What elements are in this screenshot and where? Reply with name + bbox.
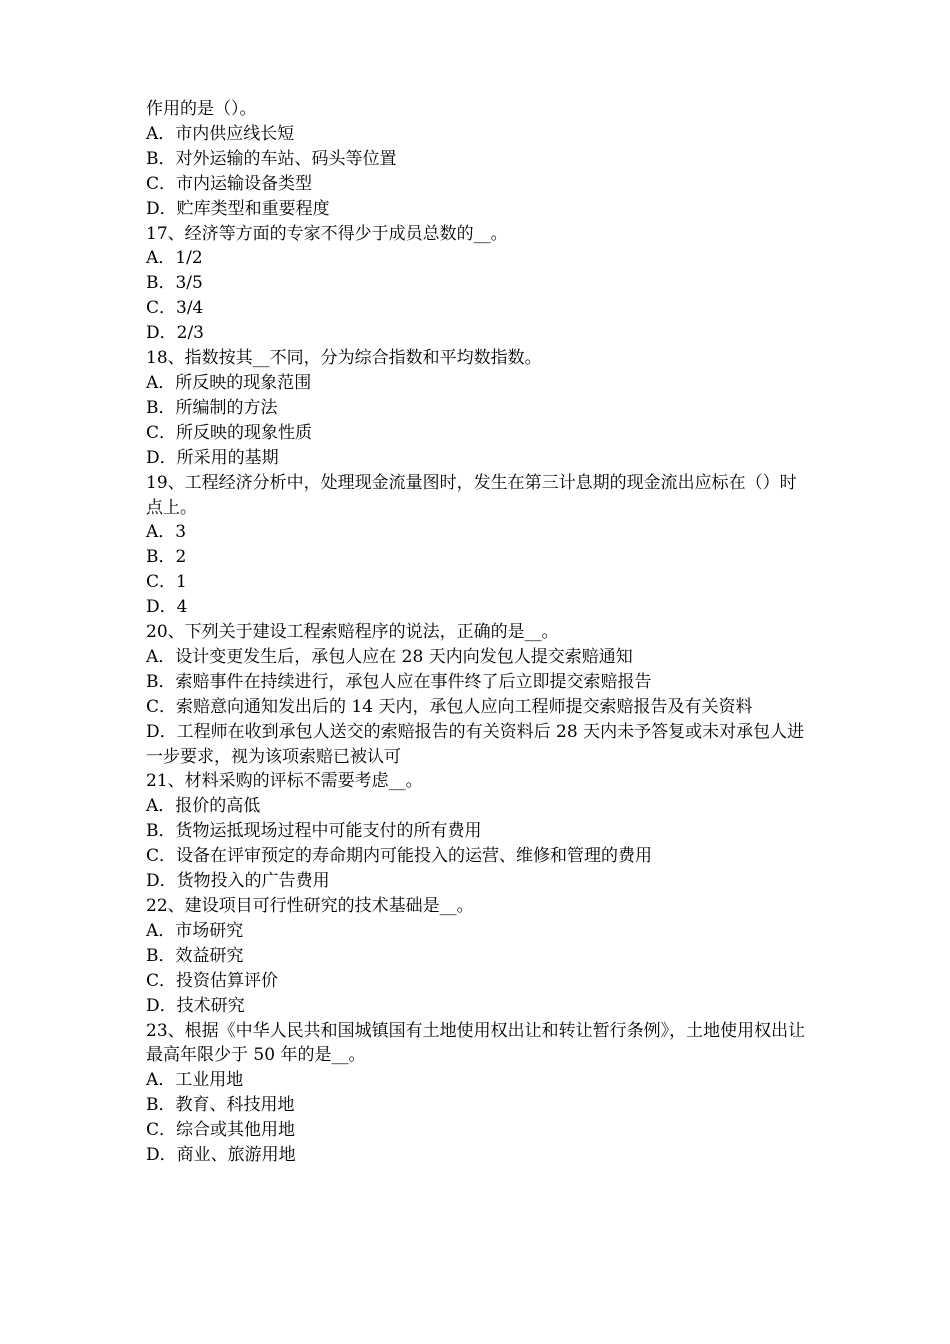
option-c: C．1 <box>146 572 187 593</box>
option-d: D．商业、旅游用地 <box>146 1145 296 1166</box>
option-c: C．索赔意向通知发出后的 14 天内，承包人应向工程师提交索赔报告及有关资料 <box>146 696 753 717</box>
question-17 <box>146 222 810 347</box>
option-c: C．设备在评审预定的寿命期内可能投入的运营、维修和管理的费用 <box>146 846 653 867</box>
question-stem: 17、经济等方面的专家不得少于成员总数的__。 <box>146 223 508 244</box>
option-a: A．所反映的现象范围 <box>146 372 312 393</box>
option-b: B．教育、科技用地 <box>146 1095 295 1116</box>
option-d: D．贮库类型和重要程度 <box>146 198 330 219</box>
option-b: B．2 <box>146 547 187 568</box>
option-d: D．4 <box>146 597 188 618</box>
option-b: B．3/5 <box>146 273 203 294</box>
option-d: D．工程师在收到承包人送交的索赔报告的有关资料后 28 天内未予答复或未对承包人进一步要求，视为该项索赔已被认可 <box>146 721 805 767</box>
question-stem: 20、下列关于建设工程索赔程序的说法，正确的是__。 <box>146 622 559 643</box>
option-b: B．货物运抵现场过程中可能支付的所有费用 <box>146 821 482 842</box>
question-20 <box>146 620 810 769</box>
option-d: D．2/3 <box>146 323 204 344</box>
option-d: D．技术研究 <box>146 995 245 1016</box>
option-b: B．效益研究 <box>146 945 244 966</box>
question-stem: 22、建设项目可行性研究的技术基础是__。 <box>146 896 474 916</box>
option-d: D．所采用的基期 <box>146 447 279 468</box>
option-c: C．市内运输设备类型 <box>146 173 313 194</box>
question-23 <box>146 1019 810 1168</box>
option-b: B．索赔事件在持续进行，承包人应在事件终了后立即提交索赔报告 <box>146 671 652 692</box>
question-18 <box>146 346 810 471</box>
option-c: C．综合或其他用地 <box>146 1120 296 1141</box>
document-body <box>146 97 810 1168</box>
question-22 <box>146 894 810 1019</box>
question-stem: 19、工程经济分析中，处理现金流量图时，发生在第三计息期的现金流出应标在（）时点上。 <box>146 472 797 518</box>
option-a: A．报价的高低 <box>146 796 261 817</box>
option-a: A．3 <box>146 522 187 543</box>
option-c: C．所反映的现象性质 <box>146 422 313 443</box>
option-c: C．投资估算评价 <box>146 970 279 991</box>
option-a: A．市内供应线长短 <box>146 123 295 144</box>
option-d: D．货物投入的广告费用 <box>146 871 330 892</box>
option-a: A．市场研究 <box>146 920 244 941</box>
question-continued <box>146 97 810 222</box>
question-21 <box>146 769 810 894</box>
option-a: A．设计变更发生后，承包人应在 28 天内向发包人提交索赔通知 <box>146 646 633 667</box>
question-stem: 21、材料采购的评标不需要考虑__。 <box>146 771 423 792</box>
option-c: C．3/4 <box>146 298 204 319</box>
question-stem-continuation: 作用的是（）。 <box>146 99 257 119</box>
option-a: A．1/2 <box>146 248 203 269</box>
question-stem: 23、根据《中华人民共和国城镇国有土地使用权出让和转让暂行条例》，土地使用权出让最高年限少于 50 年的是__。 <box>146 1020 806 1066</box>
question-19 <box>146 471 810 620</box>
option-b: B．所编制的方法 <box>146 397 278 418</box>
question-stem: 18、指数按其__不同，分为综合指数和平均数指数。 <box>146 348 542 369</box>
option-b: B．对外运输的车站、码头等位置 <box>146 148 397 169</box>
option-a: A．工业用地 <box>146 1070 244 1091</box>
